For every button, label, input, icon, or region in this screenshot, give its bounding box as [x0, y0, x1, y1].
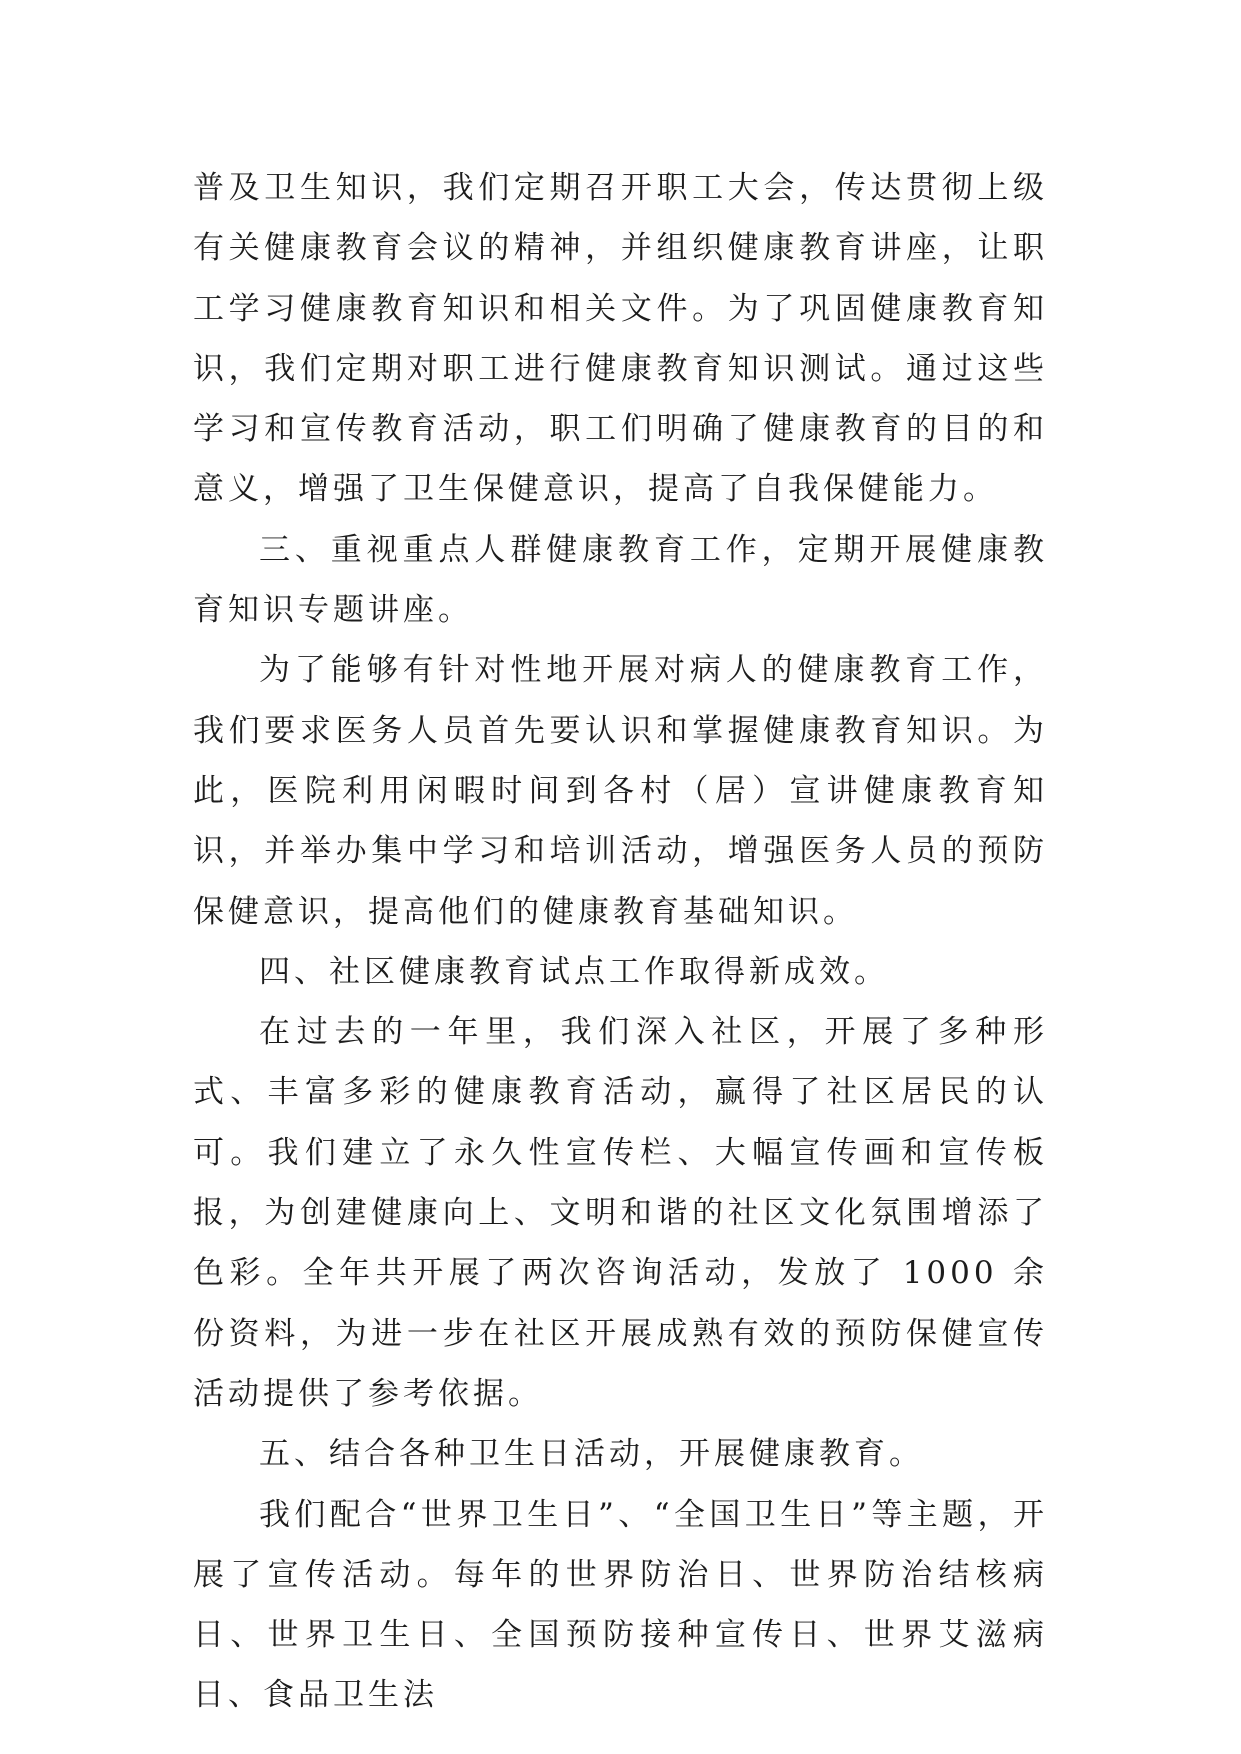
paragraph-health-days: 我们配合“世界卫生日”、“全国卫生日”等主题，开展了宣传活动。每年的世界防治日、世界防治结核病日、世界卫生日、全国预防接种宣传日、世界艾滋病日、食品卫生法 — [193, 1496, 1048, 1714]
heading-section-five: 五、结合各种卫生日活动，开展健康教育。 — [259, 1436, 924, 1473]
heading-section-three: 三、重视重点人群健康教育工作，定期开展健康教育知识专题讲座。 — [193, 531, 1048, 629]
heading-section-four: 四、社区健康教育试点工作取得新成效。 — [259, 953, 889, 990]
paragraph-health-knowledge: 普及卫生知识，我们定期召开职工大会，传达贯彻上级有关健康教育会议的精神，并组织健康教育讲座，让职工学习健康教育知识和相关文件。为了巩固健康教育知识，我们定期对职工进行健康教育知识测试。通过这些学习和宣传教育活动，职工们明确了健康教育的目的和意义，增强了卫生保健意识，提高了自我保健能力。 — [193, 170, 1048, 508]
document-page — [193, 158, 1048, 1726]
paragraph-staff-training: 为了能够有针对性地开展对病人的健康教育工作，我们要求医务人员首先要认识和掌握健康教育知识。为此，医院利用闲暇时间到各村（居）宣讲健康教育知识，并举办集中学习和培训活动，增强医务人员的预防保健意识，提高他们的健康教育基础知识。 — [193, 652, 1048, 930]
paragraph-community-activities: 在过去的一年里，我们深入社区，开展了多种形式、丰富多彩的健康教育活动，赢得了社区居民的认可。我们建立了永久性宣传栏、大幅宣传画和宣传板报，为创建健康向上、文明和谐的社区文化氛围增添了色彩。全年共开展了两次咨询活动，发放了 1000 余份资料，为进一步在社区开展成熟有效的预防保健宣传活动提供了参考依据。 — [193, 1014, 1048, 1412]
